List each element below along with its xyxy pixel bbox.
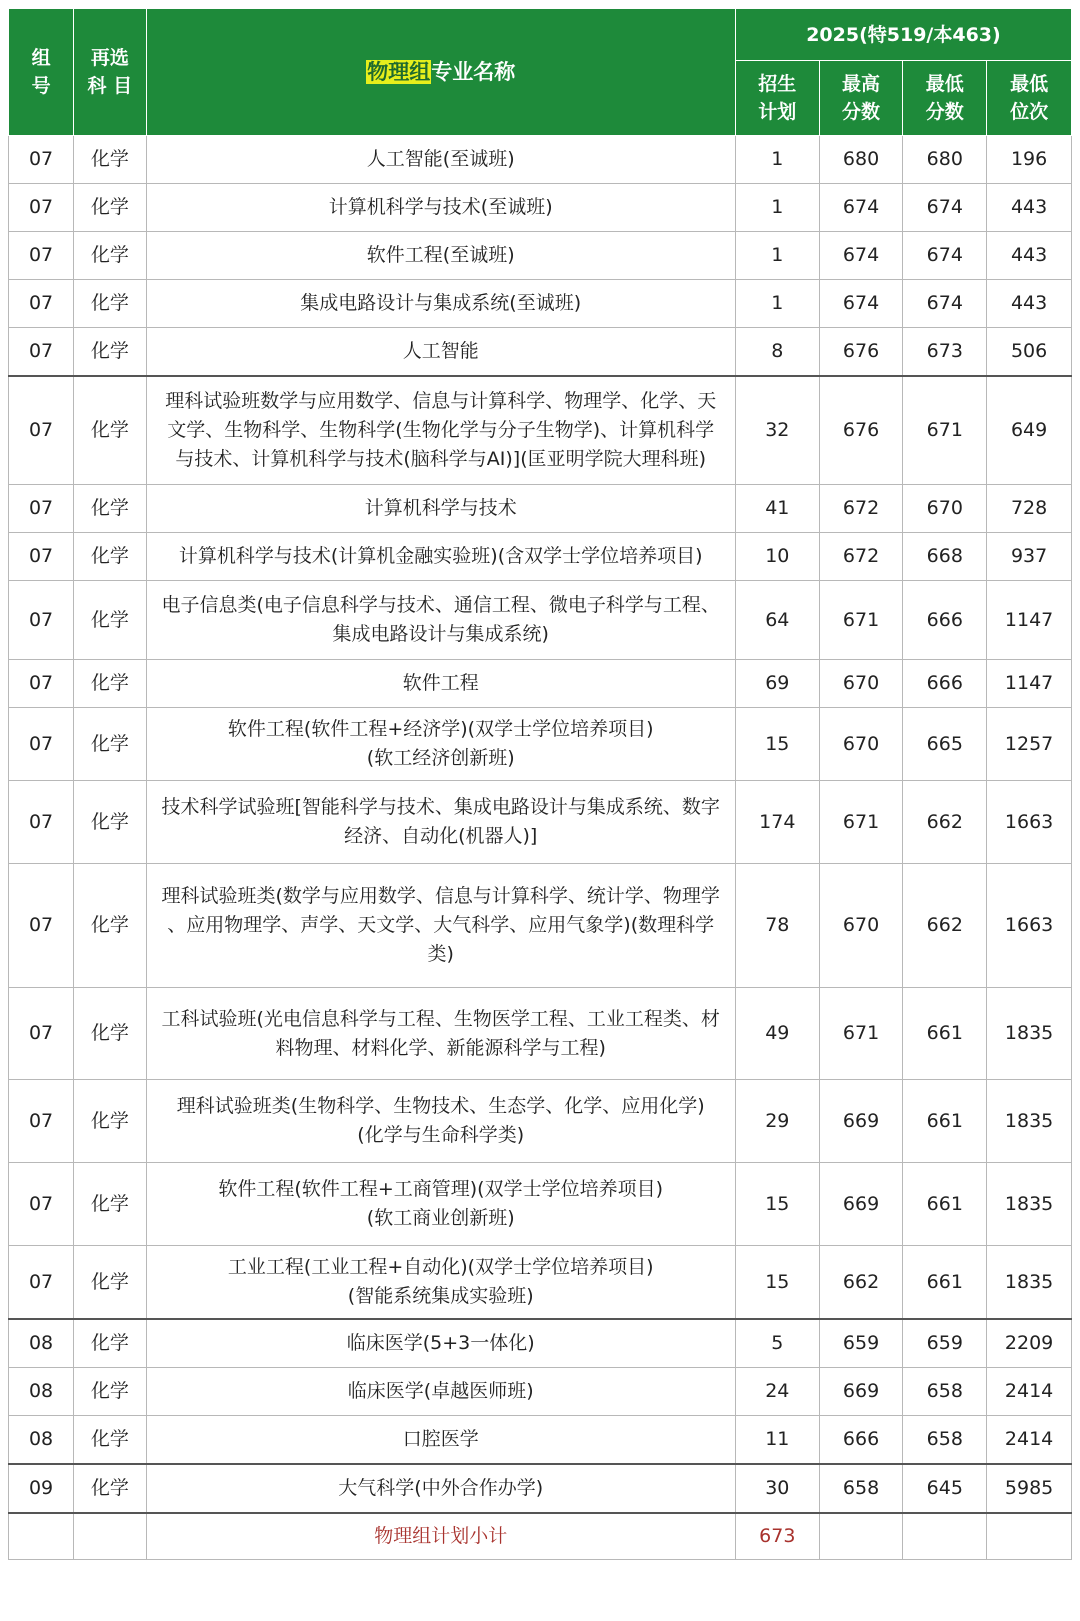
max-score-cell: 670 [819,864,903,988]
min-score-cell: 674 [903,232,987,280]
min-score-cell: 680 [903,136,987,184]
major-name-line: 集成电路设计与集成系统(至诚班) [300,292,582,314]
subject-cell: 化学 [74,1368,146,1416]
plan-cell: 1 [735,184,819,232]
table-row [9,1416,1072,1465]
major-name-line: 大气科学(中外合作办学) [338,1477,544,1499]
subject-cell: 化学 [74,232,146,280]
major-name-cell [146,328,735,377]
group-no-cell: 08 [9,1319,74,1368]
min-rank-cell: 1835 [987,1080,1072,1163]
plan-cell: 10 [735,533,819,581]
min-rank-cell: 196 [987,136,1072,184]
min-rank-cell: 728 [987,485,1072,533]
table-row [9,184,1072,232]
subtotal-row [9,1513,1072,1560]
max-score-cell: 669 [819,1163,903,1246]
table-row [9,1163,1072,1246]
major-name-line: 临床医学(卓越医师班) [347,1380,534,1402]
max-score-cell: 672 [819,533,903,581]
major-name-cell [146,232,735,280]
admission-table-container [8,8,1072,1560]
major-name-line: 经济、自动化(机器人)] [344,825,538,847]
major-name-cell [146,136,735,184]
table-row [9,328,1072,377]
major-name-line: 口腔医学 [402,1428,479,1450]
plan-cell: 32 [735,376,819,485]
major-name-cell [146,1246,735,1320]
subject-cell: 化学 [74,781,146,864]
major-name-cell [146,184,735,232]
plan-cell: 64 [735,581,819,660]
table-row [9,1464,1072,1513]
major-name-cell [146,1464,735,1513]
min-score-cell: 658 [903,1368,987,1416]
min-score-cell: 658 [903,1416,987,1465]
min-score-cell: 665 [903,708,987,781]
max-score-cell: 671 [819,581,903,660]
major-name-cell [146,581,735,660]
major-name-line: 软件工程(软件工程+工商管理)(双学士学位培养项目) [218,1178,663,1200]
min-score-cell: 662 [903,781,987,864]
max-score-cell: 659 [819,1319,903,1368]
major-name-cell [146,376,735,485]
min-score-cell: 661 [903,1246,987,1320]
major-name-cell [146,864,735,988]
group-no-cell: 07 [9,660,74,708]
major-name-line: 与技术、计算机科学与技术(脑科学与AI)](匡亚明学院大理科班) [175,448,707,470]
major-name-line: 类) [427,943,454,965]
major-name-line: 技术科学试验班[智能科学与技术、集成电路设计与集成系统、数字 [161,796,720,818]
major-name-line: 计算机科学与技术 [364,497,517,519]
table-row [9,708,1072,781]
major-name-line: 理科试验班类(生物科学、生物技术、生态学、化学、应用化学) [176,1095,705,1117]
subject-cell: 化学 [74,988,146,1080]
major-name-cell [146,708,735,781]
table-row [9,781,1072,864]
subject-cell: 化学 [74,1080,146,1163]
group-no-cell: 08 [9,1368,74,1416]
major-name-line: 电子信息类(电子信息科学与技术、通信工程、微电子科学与工程、 [161,594,720,616]
group-no-cell: 07 [9,280,74,328]
min-score-cell: 662 [903,864,987,988]
title-highlight: 物理组 [367,60,431,84]
subject-cell: 化学 [74,1246,146,1320]
plan-cell: 49 [735,988,819,1080]
table-row [9,1319,1072,1368]
major-name-cell [146,533,735,581]
major-name-cell [146,781,735,864]
major-name-line: 集成电路设计与集成系统) [332,623,549,645]
subject-cell: 化学 [74,1464,146,1513]
min-score-cell: 659 [903,1319,987,1368]
min-score-cell: 670 [903,485,987,533]
subtotal-total: 673 [735,1513,819,1560]
min-rank-cell: 5985 [987,1464,1072,1513]
subject-cell: 化学 [74,1416,146,1465]
subject-cell: 化学 [74,533,146,581]
max-score-cell: 669 [819,1080,903,1163]
table-row [9,376,1072,485]
header-min-rank: 最低 位次 [987,61,1072,136]
plan-cell: 11 [735,1416,819,1465]
plan-cell: 1 [735,136,819,184]
subject-cell: 化学 [74,184,146,232]
min-score-cell: 661 [903,1163,987,1246]
header-plan: 招生 计划 [735,61,819,136]
subject-cell: 化学 [74,708,146,781]
max-score-cell: 670 [819,660,903,708]
major-name-line: 计算机科学与技术(至诚班) [328,196,553,218]
subtotal-empty-4 [903,1513,987,1560]
group-no-cell: 07 [9,988,74,1080]
subject-cell: 化学 [74,485,146,533]
subject-cell: 化学 [74,864,146,988]
max-score-cell: 666 [819,1416,903,1465]
max-score-cell: 669 [819,1368,903,1416]
plan-cell: 174 [735,781,819,864]
group-no-cell: 07 [9,376,74,485]
min-score-cell: 673 [903,328,987,377]
max-score-cell: 662 [819,1246,903,1320]
table-row [9,280,1072,328]
group-no-cell: 07 [9,581,74,660]
max-score-cell: 676 [819,328,903,377]
group-no-cell: 07 [9,328,74,377]
table-row [9,533,1072,581]
group-no-cell: 07 [9,136,74,184]
min-rank-cell: 506 [987,328,1072,377]
min-score-cell: 645 [903,1464,987,1513]
max-score-cell: 676 [819,376,903,485]
major-name-cell [146,1163,735,1246]
group-no-cell: 07 [9,781,74,864]
group-no-cell: 07 [9,864,74,988]
header-major-name [146,9,735,136]
major-name-line: 计算机科学与技术(计算机金融实验班)(含双学士学位培养项目) [178,545,703,567]
subject-cell: 化学 [74,376,146,485]
max-score-cell: 658 [819,1464,903,1513]
max-score-cell: 680 [819,136,903,184]
min-rank-cell: 443 [987,184,1072,232]
major-name-line: 工科试验班(光电信息科学与工程、生物医学工程、工业工程类、材 [161,1007,720,1030]
major-name-cell [146,1368,735,1416]
max-score-cell: 674 [819,184,903,232]
min-rank-cell: 1835 [987,1246,1072,1320]
min-score-cell: 674 [903,280,987,328]
min-rank-cell: 2209 [987,1319,1072,1368]
min-score-cell: 666 [903,660,987,708]
subject-cell: 化学 [74,280,146,328]
subject-cell: 化学 [74,581,146,660]
admission-table [8,8,1072,1560]
table-row [9,232,1072,280]
major-name-line: 人工智能(至诚班) [366,148,515,170]
min-rank-cell: 649 [987,376,1072,485]
group-no-cell: 07 [9,708,74,781]
group-no-cell: 07 [9,184,74,232]
max-score-cell: 674 [819,280,903,328]
major-name-line: (化学与生命科学类) [357,1124,525,1146]
min-score-cell: 661 [903,988,987,1080]
subtotal-empty-2 [74,1513,146,1560]
major-name-line: 软件工程 [402,672,479,694]
max-score-cell: 671 [819,988,903,1080]
min-score-cell: 674 [903,184,987,232]
table-row [9,581,1072,660]
major-name-line: 料物理、材料化学、新能源科学与工程) [275,1036,606,1059]
min-score-cell: 671 [903,376,987,485]
min-rank-cell: 2414 [987,1368,1072,1416]
subtotal-empty-1 [9,1513,74,1560]
plan-cell: 69 [735,660,819,708]
major-name-line: (软工经济创新班) [366,747,515,769]
max-score-cell: 671 [819,781,903,864]
plan-cell: 5 [735,1319,819,1368]
major-name-cell [146,988,735,1080]
subtotal-empty-3 [819,1513,903,1560]
group-no-cell: 07 [9,1080,74,1163]
min-rank-cell: 443 [987,232,1072,280]
plan-cell: 24 [735,1368,819,1416]
plan-cell: 1 [735,232,819,280]
max-score-cell: 674 [819,232,903,280]
plan-cell: 29 [735,1080,819,1163]
min-rank-cell: 1663 [987,864,1072,988]
subject-cell: 化学 [74,660,146,708]
major-name-line: 文学、生物科学、生物科学(生物化学与分子生物学)、计算机科学 [167,419,715,441]
major-name-line: 工业工程(工业工程+自动化)(双学士学位培养项目) [227,1256,654,1278]
header-min-score: 最低 分数 [903,61,987,136]
plan-cell: 15 [735,1163,819,1246]
header-group-no: 组 号 [9,9,74,136]
min-rank-cell: 1147 [987,581,1072,660]
header-year-score: 2025(特519/本463) [735,9,1071,61]
min-rank-cell: 1147 [987,660,1072,708]
header-max-score: 最高 分数 [819,61,903,136]
table-row [9,864,1072,988]
major-name-line: 人工智能 [402,340,479,362]
major-name-cell [146,280,735,328]
plan-cell: 30 [735,1464,819,1513]
subject-cell: 化学 [74,1319,146,1368]
major-name-cell [146,485,735,533]
table-body [9,136,1072,1560]
major-name-cell [146,1080,735,1163]
plan-cell: 1 [735,280,819,328]
min-score-cell: 661 [903,1080,987,1163]
subject-cell: 化学 [74,328,146,377]
min-rank-cell: 1835 [987,988,1072,1080]
major-name-cell [146,660,735,708]
table-row [9,136,1072,184]
major-name-line: (软工商业创新班) [366,1207,515,1229]
subtotal-empty-5 [987,1513,1072,1560]
plan-cell: 8 [735,328,819,377]
max-score-cell: 672 [819,485,903,533]
group-no-cell: 07 [9,533,74,581]
major-name-line: 软件工程(软件工程+经济学)(双学士学位培养项目) [227,718,654,740]
group-no-cell: 07 [9,1163,74,1246]
group-no-cell: 08 [9,1416,74,1465]
title-rest: 专业名称 [431,60,516,84]
min-rank-cell: 1835 [987,1163,1072,1246]
subtotal-label: 物理组计划小计 [146,1513,735,1560]
min-rank-cell: 1257 [987,708,1072,781]
major-name-line: (智能系统集成实验班) [347,1285,534,1307]
major-name-cell [146,1416,735,1465]
major-name-line: 、应用物理学、声学、天文学、大气科学、应用气象学)(数理科学 [167,914,715,936]
major-name-line: 临床医学(5+3一体化) [346,1332,535,1354]
group-no-cell: 07 [9,232,74,280]
min-rank-cell: 443 [987,280,1072,328]
min-score-cell: 668 [903,533,987,581]
major-name-line: 软件工程(至诚班) [366,244,515,266]
major-name-line: 理科试验班数学与应用数学、信息与计算科学、物理学、化学、天 [165,390,717,412]
group-no-cell: 07 [9,485,74,533]
subject-cell: 化学 [74,1163,146,1246]
table-row [9,660,1072,708]
plan-cell: 41 [735,485,819,533]
min-rank-cell: 1663 [987,781,1072,864]
max-score-cell: 670 [819,708,903,781]
min-rank-cell: 2414 [987,1416,1072,1465]
group-no-cell: 09 [9,1464,74,1513]
table-row [9,1368,1072,1416]
table-row [9,1080,1072,1163]
major-name-cell [146,1319,735,1368]
min-rank-cell: 937 [987,533,1072,581]
table-row [9,485,1072,533]
header-reselect-subject: 再选 科 目 [74,9,146,136]
plan-cell: 78 [735,864,819,988]
subject-cell: 化学 [74,136,146,184]
plan-cell: 15 [735,1246,819,1320]
table-row [9,1246,1072,1320]
min-score-cell: 666 [903,581,987,660]
major-name-line: 理科试验班类(数学与应用数学、信息与计算科学、统计学、物理学 [161,885,720,907]
group-no-cell: 07 [9,1246,74,1320]
plan-cell: 15 [735,708,819,781]
table-row [9,988,1072,1080]
